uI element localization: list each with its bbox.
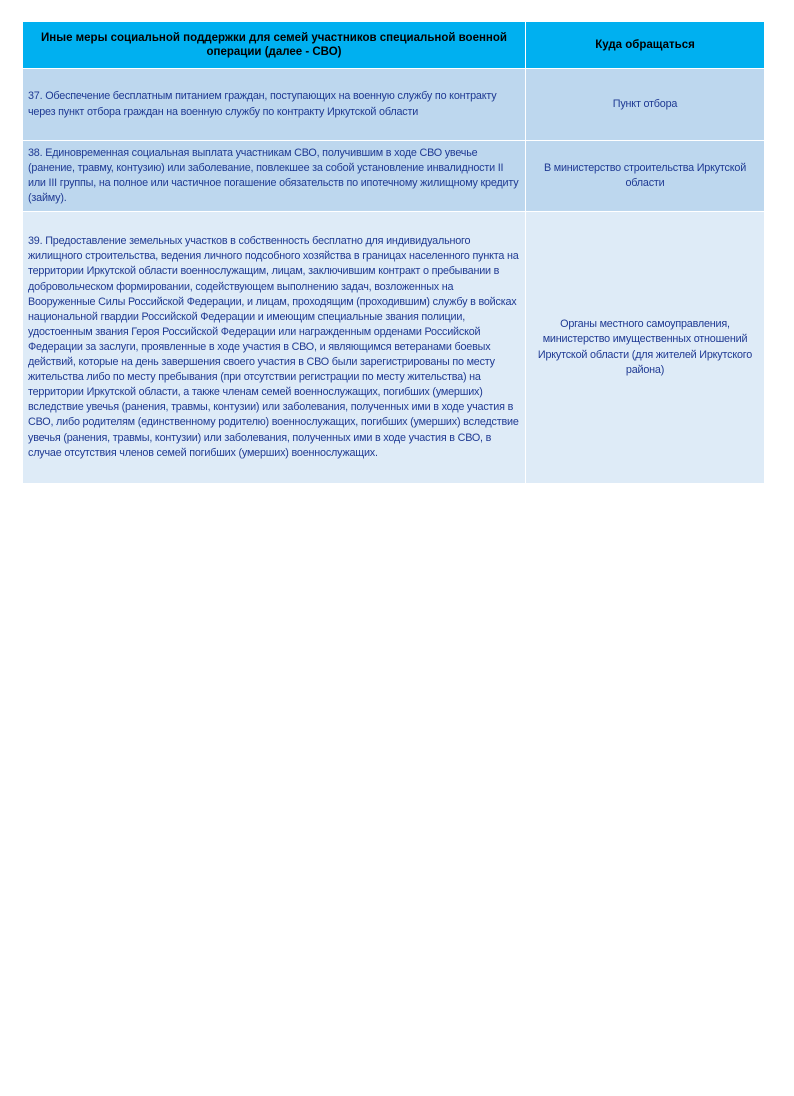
table-row [23,69,765,141]
where-cell-37: Пункт отбора [526,69,765,141]
header-measure-cell: Иные меры социальной поддержки для семей участников специальной военной операции (далее - СВО) [23,22,526,69]
measure-cell-38: 38. Единовременная социальная выплата участникам СВО, получившим в ходе СВО увечье (ранение, травму, контузию) или заболевание, повлекшее за собой установление инвалидности II или III группы, на полное или частичное погашение обязательств по ипотечному жилищному кредиту (займу). [23,141,526,212]
table-body [23,69,765,484]
measure-cell-39: 39. Предоставление земельных участков в собственность бесплатно для индивидуального жилищного строительства, ведения личного подсобного хозяйства в границах населенного пункта на территории Иркутской области военнослужащим, лицам, заключившим контракт о пребывании в добровольческом формировании, содействующем выполнению задач, возложенных на Вооруженные Силы Российской Федерации, и лицам, проходящим (проходившим) службу в войсках национальной гвардии Российской Федерации и имеющим специальные звания полиции, удостоенным звания Героя Российской Федерации или награжденным орденами Российской Федерации за заслуги, проявленные в ходе участия в СВО, и являющимся ветеранами боевых действий, которые на день завершения своего участия в СВО были зарегистрированы по месту жительства либо по месту пребывания (при отсутствии регистрации по месту жительства) на территории Иркутской области, а также членам семей военнослужащих, погибших (умерших) вследствие увечья (ранения, травмы, контузии) или заболевания, полученных ими в ходе участия в СВО, либо родителям (единственному родителю) военнослужащих, погибших (умерших) вследствие увечья (ранения, травмы, контузии) или заболевания, полученных ими в ходе участия в СВО, в случае отсутствия членов семей погибших (умерших) военнослужащих. [23,212,526,484]
support-measures-table [22,21,765,484]
table-row [23,141,765,212]
table-row [23,212,765,484]
header-where-cell: Куда обращаться [526,22,765,69]
table-header-row [23,22,765,69]
table-header [23,22,765,69]
where-cell-38: В министерство строительства Иркутской области [526,141,765,212]
measure-cell-37: 37. Обеспечение бесплатным питанием граждан, поступающих на военную службу по контракту через пункт отбора граждан на военную службу по контракту Иркутской области [23,69,526,141]
where-cell-39: Органы местного самоуправления, министерство имущественных отношений Иркутской области (для жителей Иркутского района) [526,212,765,484]
